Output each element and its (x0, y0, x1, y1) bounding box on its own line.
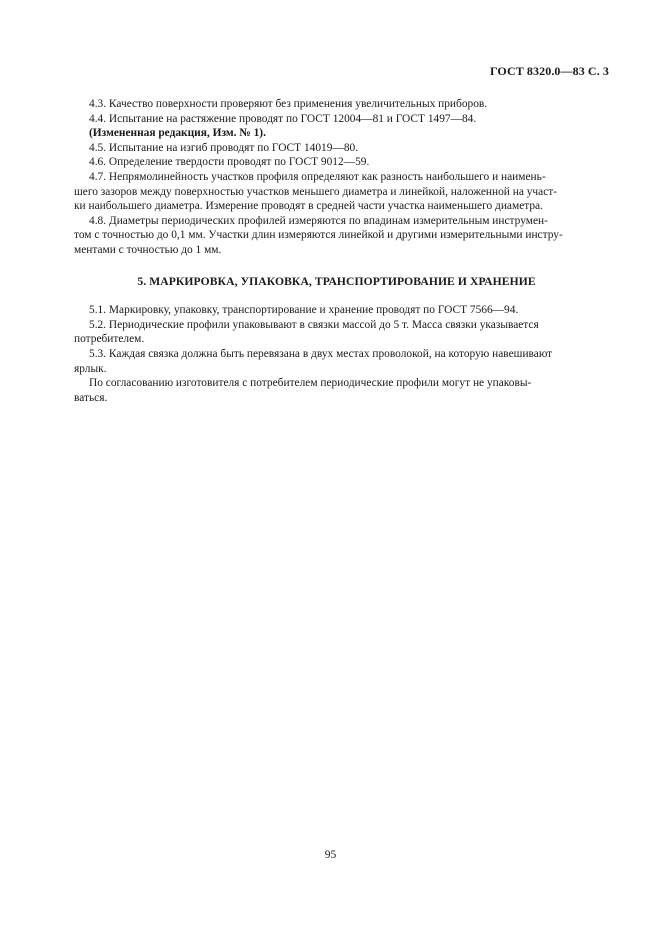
paragraph-4-8-line-3: ментами с точностью до 1 мм. (74, 243, 222, 256)
page-content (74, 97, 599, 405)
paragraph-4-8-line-2: том с точностью до 0,1 мм. Участки длин измеряются линейкой и другими измерительными инстру- (74, 229, 563, 242)
paragraph-5-3-line-2: ярлык. (74, 362, 107, 375)
paragraph-5-1: 5.1. Маркировку, упаковку, транспортирование и хранение проводят по ГОСТ 7566—94. (89, 304, 519, 317)
paragraph-4-7-line-3: ки наибольшего диаметра. Измерение проводят в средней части участка наименьшего диаметра. (74, 200, 543, 213)
amendment-note: (Измененная редакция, Изм. № 1). (89, 127, 266, 140)
section-5-block (74, 303, 599, 405)
paragraph-4-7-line-1: 4.7. Непрямолинейность участков профиля определяют как разность наибольшего и наимень- (89, 170, 546, 183)
document-header: ГОСТ 8320.0—83 С. 3 (489, 64, 609, 78)
page-number: 95 (324, 849, 337, 861)
paragraph-5-2-line-1: 5.2. Периодические профили упаковывают в связки массой до 5 т. Масса связки указывается (89, 318, 539, 331)
paragraph-5-2-line-2: потребителем. (74, 333, 145, 346)
section-5-heading: 5. МАРКИРОВКА, УПАКОВКА, ТРАНСПОРТИРОВАНИЕ И ХРАНЕНИЕ (137, 274, 536, 288)
paragraph-5-4-line-2: ваться. (74, 391, 108, 404)
paragraph-4-4: 4.4. Испытание на растяжение проводят по ГОСТ 12004—81 и ГОСТ 1497—84. (89, 112, 477, 125)
paragraph-4-3-text: 4.3. Качество поверхности проверяют без применения увеличительных приборов. (89, 98, 488, 110)
paragraph-5-3-line-1: 5.3. Каждая связка должна быть перевязана в двух местах проволокой, на которую навешивают (89, 347, 553, 360)
paragraph-4-3 (89, 97, 599, 112)
paragraph-4-8-line-1: 4.8. Диаметры периодических профилей измеряются по впадинам измерительным инструмен- (89, 214, 548, 227)
section-4-block (74, 97, 599, 258)
paragraph-4-7-line-2: шего зазоров между поверхностью участков меньшего диаметра и линейкой, наложенной на участ- (74, 185, 558, 198)
paragraph-4-6: 4.6. Определение твердости проводят по ГОСТ 9012—59. (89, 156, 370, 169)
paragraph-4-5: 4.5. Испытание на изгиб проводят по ГОСТ 14019—80. (89, 141, 359, 154)
paragraph-5-4-line-1: По согласованию изготовителя с потребителем периодические профили могут не упаковы- (89, 377, 532, 390)
